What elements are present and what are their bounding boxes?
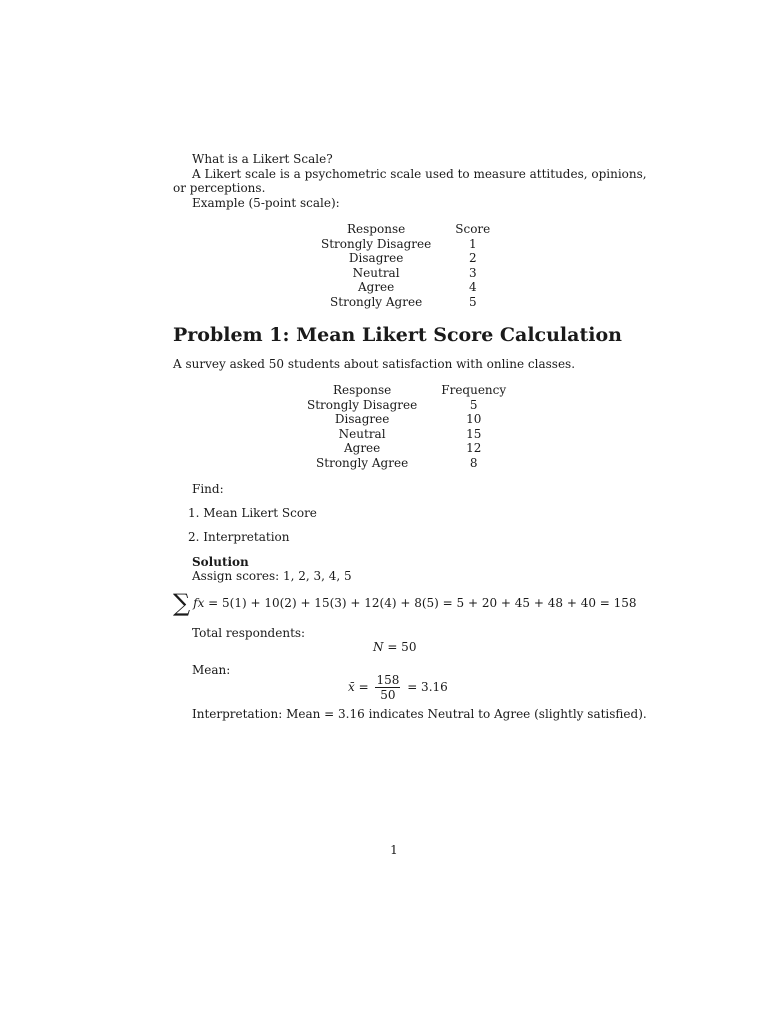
mean-result: = 3.16	[403, 680, 448, 694]
column-header: Score	[455, 222, 491, 236]
response-cell: Strongly Disagree	[307, 397, 418, 412]
table-row	[309, 251, 502, 266]
definition-line-2: or perceptions.	[173, 181, 266, 195]
table-row	[295, 427, 518, 442]
table-row	[309, 237, 502, 252]
problem-description: A survey asked 50 students about satisfaction with online classes.	[173, 357, 576, 371]
score-cell: 4	[468, 280, 477, 295]
frequency-cell: 5	[469, 397, 478, 412]
problem-title: Problem 1: Mean Likert Score Calculation	[173, 324, 622, 346]
table-row	[309, 280, 502, 295]
table-header-row	[309, 222, 502, 237]
mean-label: Mean:	[192, 663, 231, 677]
column-header: Response	[347, 222, 406, 236]
table-row	[295, 456, 518, 471]
score-cell: 2	[468, 251, 477, 266]
response-cell: Agree	[343, 441, 381, 456]
mean-equation	[348, 672, 448, 702]
score-cell: 3	[468, 265, 477, 280]
sum-equation	[173, 589, 637, 617]
table-row	[309, 266, 502, 281]
response-cell: Agree	[357, 280, 395, 295]
table-row	[295, 398, 518, 413]
frequency-table	[295, 383, 518, 471]
intro-heading: What is a Likert Scale?	[192, 152, 333, 166]
sum-variable: fx	[193, 596, 205, 610]
sum-expression: = 5(1) + 10(2) + 15(3) + 12(4) + 8(5) = 5 + 20 + 45 + 48 + 40 = 158	[204, 596, 637, 610]
table-header-row	[295, 383, 518, 398]
example-label: Example (5-point scale):	[192, 196, 340, 210]
response-cell: Strongly Disagree	[321, 236, 432, 251]
n-variable: N	[373, 640, 384, 654]
column-header: Frequency	[441, 383, 507, 397]
response-cell: Neutral	[352, 265, 400, 280]
task-item: 2. Interpretation	[188, 530, 290, 544]
score-cell: 1	[468, 236, 477, 251]
table-row	[309, 295, 502, 310]
assign-scores: Assign scores: 1, 2, 3, 4, 5	[192, 569, 352, 583]
n-equation	[373, 640, 416, 655]
page-number: 1	[390, 843, 398, 857]
frequency-cell: 8	[469, 455, 478, 470]
frequency-cell: 10	[466, 412, 482, 427]
response-cell: Disagree	[334, 412, 390, 427]
frequency-cell: 12	[466, 441, 482, 456]
table-row	[295, 412, 518, 427]
sum-symbol: ∑	[173, 589, 191, 617]
task-item: 1. Mean Likert Score	[188, 506, 317, 520]
total-label: Total respondents:	[192, 626, 306, 640]
response-cell: Strongly Agree	[316, 455, 409, 470]
response-cell: Disagree	[348, 251, 404, 266]
mean-fraction	[375, 673, 400, 702]
column-header: Response	[333, 383, 392, 397]
find-label: Find:	[192, 482, 224, 496]
mean-equals: =	[354, 680, 373, 694]
likert-scale-table	[309, 222, 502, 310]
solution-heading: Solution	[192, 555, 249, 569]
table-row	[295, 441, 518, 456]
frequency-cell: 15	[466, 426, 482, 441]
mean-variable: x̄	[348, 680, 355, 694]
response-cell: Neutral	[338, 426, 386, 441]
definition-line-1: A Likert scale is a psychometric scale used to measure attitudes, opinions,	[192, 167, 647, 181]
score-cell: 5	[468, 294, 477, 309]
n-value: = 50	[383, 640, 417, 654]
interpretation-text: Interpretation: Mean = 3.16 indicates Neutral to Agree (slightly satisfied).	[192, 707, 647, 721]
fraction-denominator: 50	[380, 688, 396, 702]
response-cell: Strongly Agree	[330, 294, 423, 309]
fraction-numerator: 158	[376, 673, 400, 687]
